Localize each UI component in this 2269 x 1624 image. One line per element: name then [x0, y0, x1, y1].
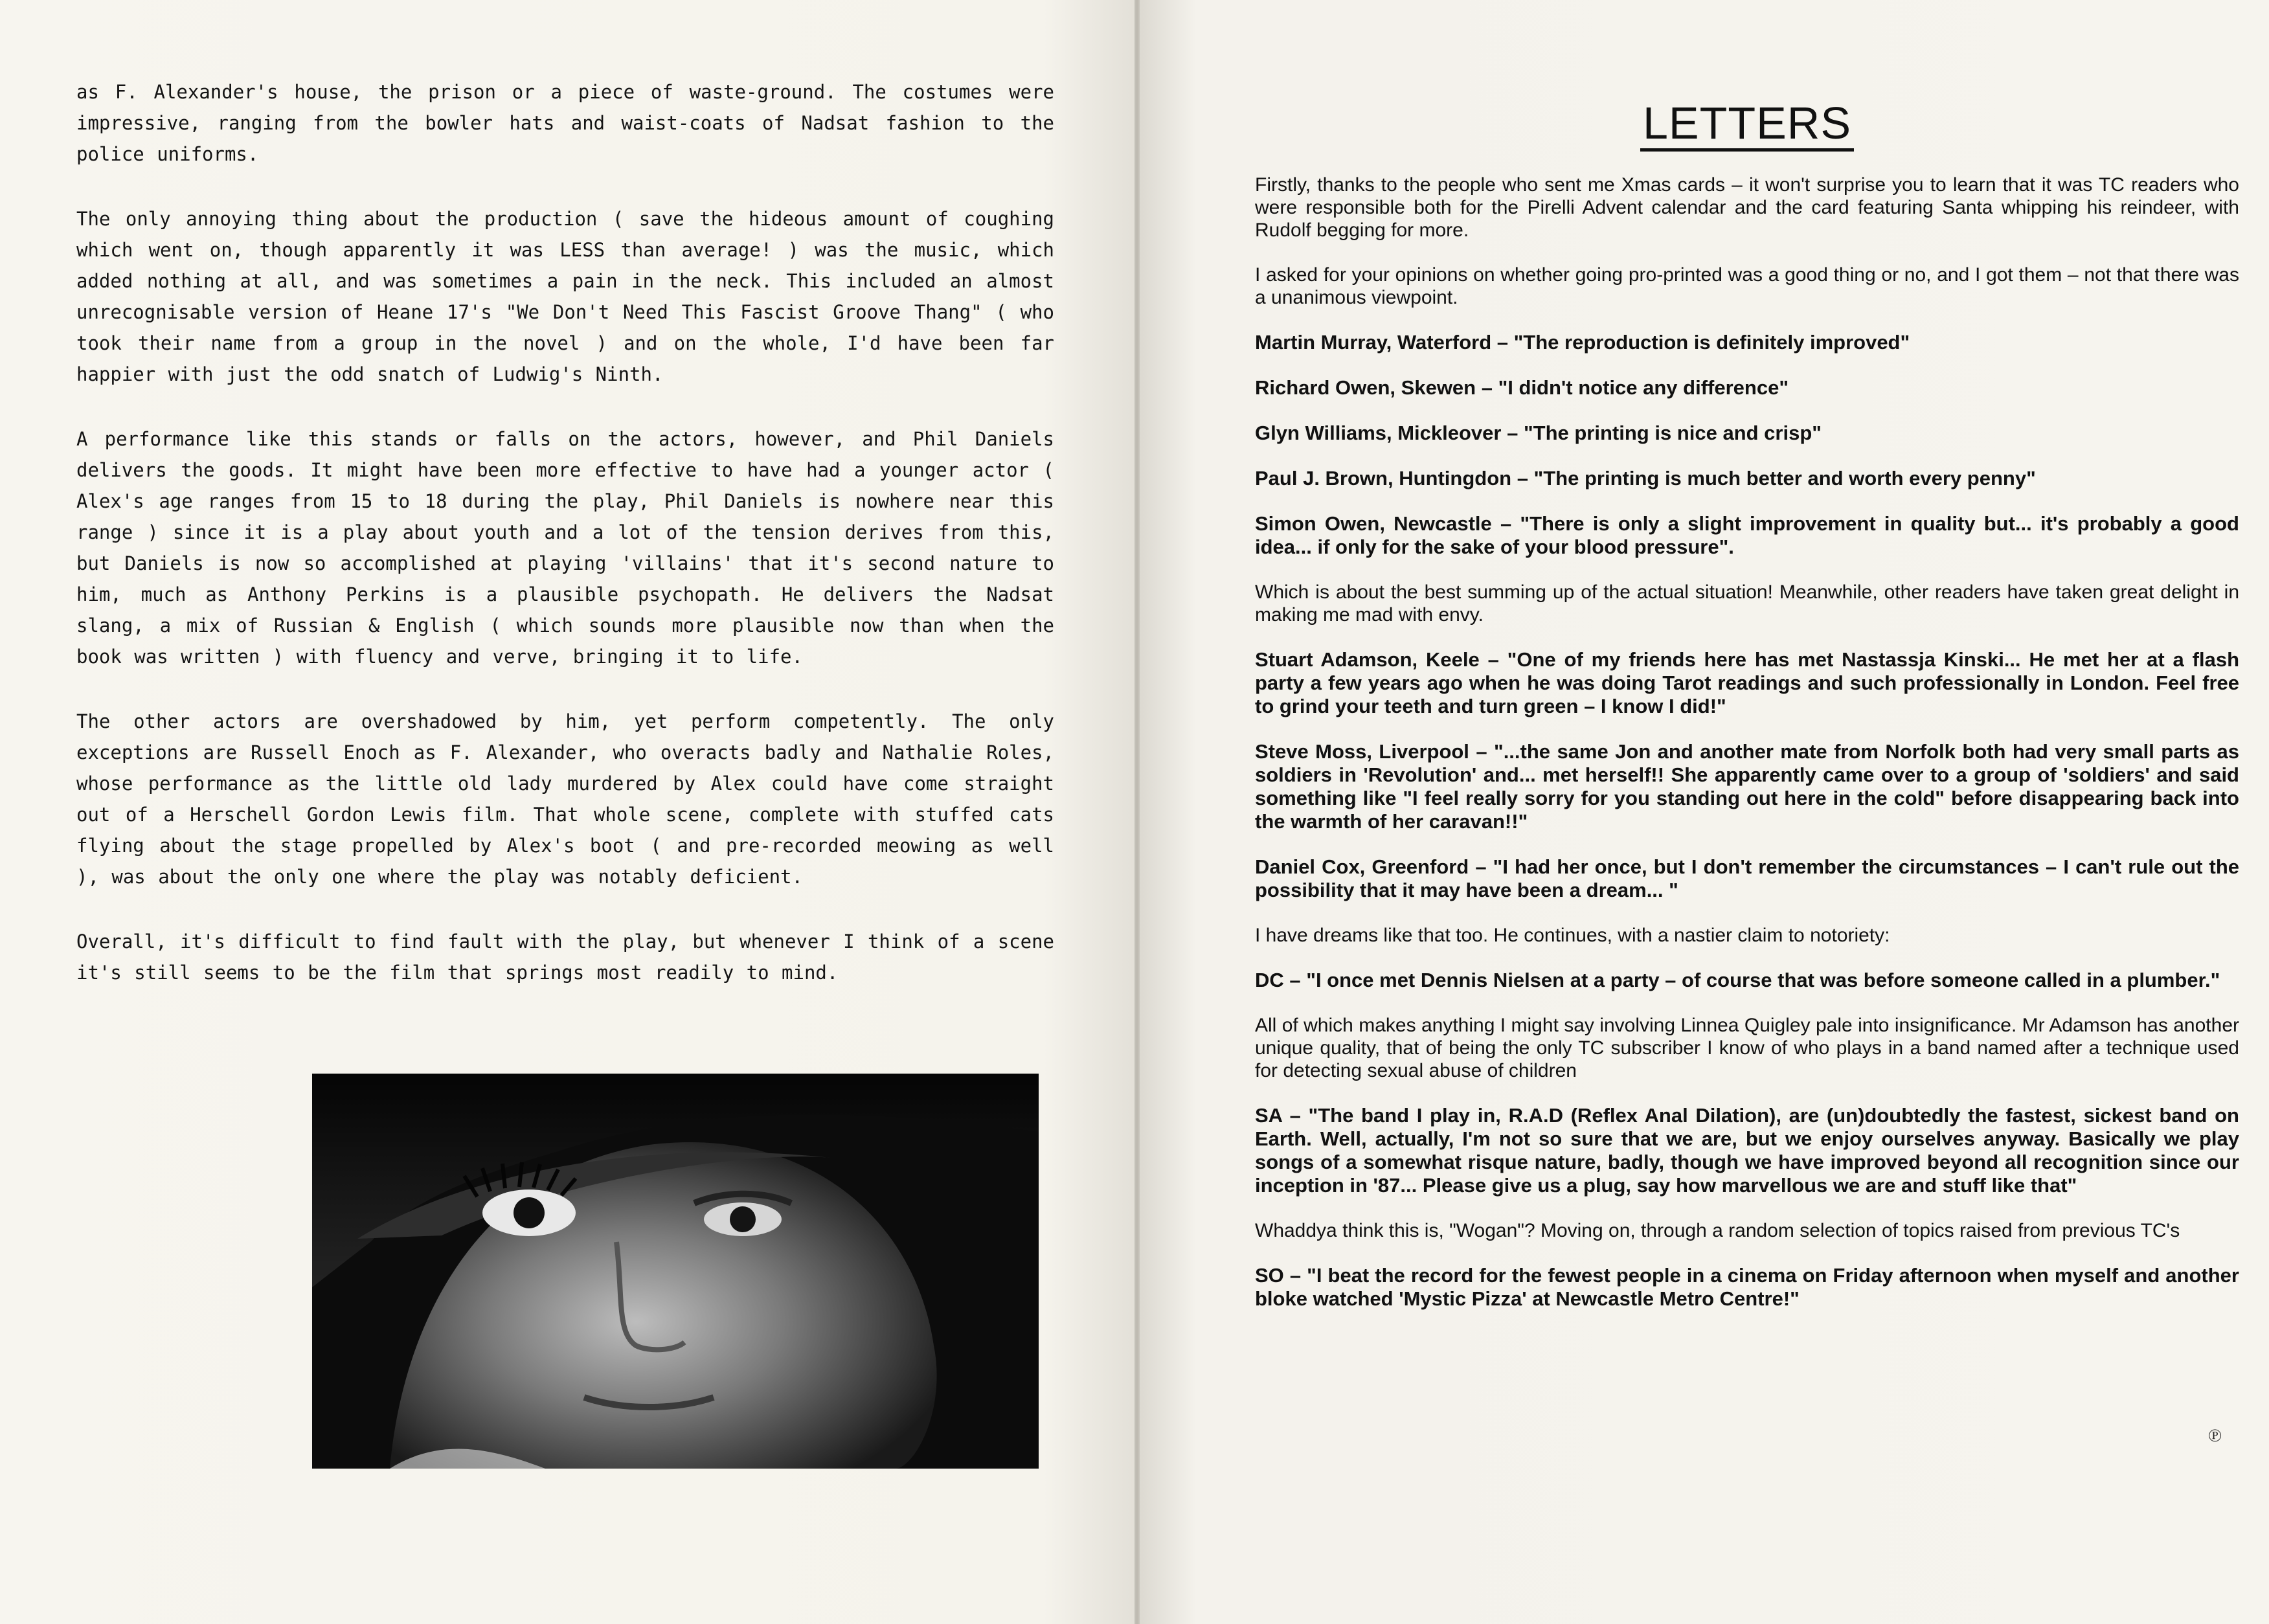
review-text	[76, 76, 1054, 1022]
reader-quote: Simon Owen, Newcastle – "There is only a slight improvement in quality but... it's probably a good idea... if only for the sake of your blood pressure".	[1255, 512, 2239, 558]
reader-quote: SA – "The band I play in, R.A.D (Reflex Anal Dilation), are (un)doubtedly the fastest, sickest band on Earth. Well, actually, I'm not so sure that we are, but we enjoy ourselves anyway. Basically we play songs of a somewhat risque nature, badly, though we have improved beyond all recognition since our inception in '87... Please give us a plug, say how marvellous we are and stuff like that"	[1255, 1104, 2239, 1197]
reader-quote: SO – "I beat the record for the fewest people in a cinema on Friday afternoon when myself and another bloke watched 'Mystic Pizza' at Newcastle Metro Centre!"	[1255, 1264, 2239, 1310]
reader-quote: Richard Owen, Skewen – "I didn't notice any difference"	[1255, 376, 1789, 399]
review-paragraph: The only annoying thing about the production ( save the hideous amount of coughing which went on, though apparently it was LESS than average! ) was the music, which added nothing at all, and was sometimes a pain in the neck. This included an almost unrecognisable version of Heane 17's "We Don't Need This Fascist Groove Thang" ( who took their name from a group in the novel ) and on the whole, I'd have been far happier with just the odd snatch of Ludwig's Ninth.	[76, 208, 1054, 385]
film-still-illustration	[312, 1074, 1039, 1469]
review-paragraph: A performance like this stands or falls on the actors, however, and Phil Daniels delivers the goods. It might have been more effective to have had a younger actor ( Alex's age ranges from 15 to 18 during the play, Phil Daniels is nowhere near this range ) since it is a play about youth and a lot of the tension derives from this, but Daniels is now so accomplished at playing 'villains' that it's second nature to him, much as Anthony Perkins is a plausible psychopath. He delivers the Nadsat slang, a mix of Russian & English ( which sounds more plausible now than when the book was written ) with fluency and verve, bringing it to life.	[76, 428, 1054, 668]
film-still-photo	[312, 1074, 1039, 1469]
letters-title	[1255, 97, 2239, 149]
editor-comment: Whaddya think this is, "Wogan"? Moving on, through a random selection of topics raised from previous TC's	[1255, 1220, 2180, 1241]
editor-comment: Which is about the best summing up of the actual situation! Meanwhile, other readers have taken great delight in making me mad with envy.	[1255, 581, 2239, 626]
left-page	[0, 0, 1134, 1624]
letters-title-text: LETTERS	[1640, 98, 1854, 152]
end-mark-glyph: ℗	[2208, 1425, 2222, 1446]
reader-quote: Martin Murray, Waterford – "The reproduction is definitely improved"	[1255, 331, 1910, 354]
reader-quote: Glyn Williams, Mickleover – "The printing is nice and crisp"	[1255, 422, 1822, 444]
reader-quote: Stuart Adamson, Keele – "One of my friends here has met Nastassja Kinski... He met her at a flash party a few years ago when he was doing Tarot readings and such professionally in London. Feel free to grind your teeth and turn green – I know I did!"	[1255, 648, 2239, 717]
review-paragraph: as F. Alexander's house, the prison or a piece of waste-ground. The costumes were impressive, ranging from the bowler hats and waist-coats of Nadsat fashion to the police uniforms.	[76, 81, 1054, 165]
reader-quote: DC – "I once met Dennis Nielsen at a party – of course that was before someone called in a plumber."	[1255, 969, 2220, 991]
editor-comment: I have dreams like that too. He continues, with a nastier claim to notoriety:	[1255, 925, 1890, 946]
reader-quote: Daniel Cox, Greenford – "I had her once, but I don't remember the circumstances – I can't rule out the possibility that it may have been a dream... "	[1255, 855, 2239, 901]
letters-section	[1255, 97, 2239, 1333]
review-paragraph: The other actors are overshadowed by him, yet perform competently. The only exceptions are Russell Enoch as F. Alexander, who overacts badly and Nathalie Roles, whose performance as the little old lady murdered by Alex could have come straight out of a Herschell Gordon Lewis film. That whole scene, complete with stuffed cats flying about the stage propelled by Alex's boot ( and pre-recorded meowing as well ), was about the only one where the play was notably deficient.	[76, 710, 1054, 888]
editor-comment: All of which makes anything I might say involving Linnea Quigley pale into insignificance. Mr Adamson has another unique quality, that of being the only TC subscriber I know of who plays in a band named after a technique used for detecting sexual abuse of children	[1255, 1015, 2239, 1081]
reader-quote: Steve Moss, Liverpool – "...the same Jon and another mate from Norfolk both had very small parts as soldiers in 'Revolution' and... met herself!! She apparently came over to a group of 'soldiers' and said something like "I feel really sorry for you standing out here in the cold" before disappearing back into the warmth of her caravan!!"	[1255, 740, 2239, 833]
letter-intro: I asked for your opinions on whether going pro-printed was a good thing or no, and I got them – not that there was a unanimous viewpoint.	[1255, 264, 2239, 308]
reader-quote: Paul J. Brown, Huntingdon – "The printing is much better and worth every penny"	[1255, 467, 2036, 490]
letter-intro: Firstly, thanks to the people who sent me Xmas cards – it won't surprise you to learn that it was TC readers who were responsible both for the Pirelli Advent calendar and the card featuring Santa whipping his reindeer, with Rudolf begging for more.	[1255, 174, 2239, 241]
review-paragraph: Overall, it's difficult to find fault with the play, but whenever I think of a scene it's still seems to be the film that springs most readily to mind.	[76, 930, 1054, 984]
